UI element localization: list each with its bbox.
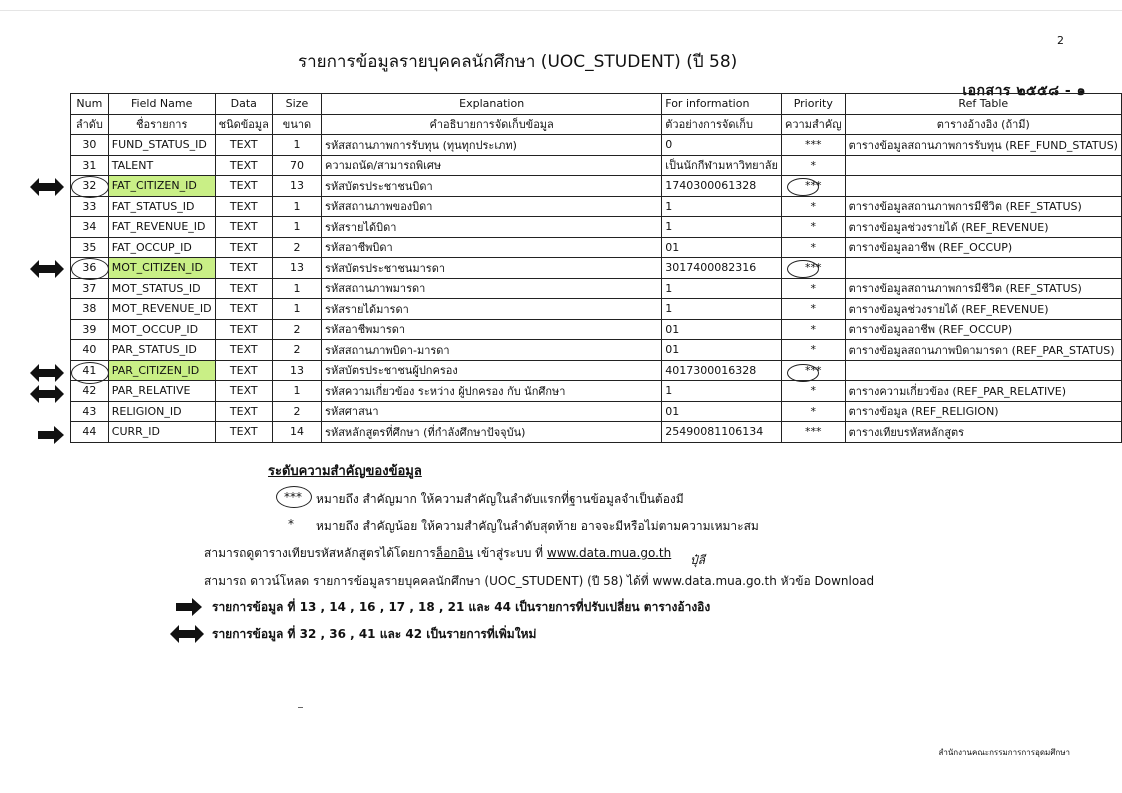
- cell-ref: ตารางข้อมูลสถานภาพการรับทุน (REF_FUND_STATUS): [845, 135, 1121, 156]
- page-title: รายการข้อมูลรายบุคคลนักศึกษา (UOC_STUDENT) (ปี 58): [298, 52, 738, 72]
- double-arrow-icon: [30, 258, 64, 280]
- site-url-link[interactable]: www.data.mua.go.th: [546, 546, 672, 560]
- cell-pri: ***: [781, 176, 845, 197]
- cell-type: TEXT: [215, 340, 272, 361]
- table-row: [71, 135, 1122, 156]
- login-note-text-2: เข้าสู่ระบบ ที่: [473, 546, 547, 560]
- cell-exp: รหัสบัตรประชาชนผู้ปกครอง: [322, 360, 662, 381]
- cell-type: TEXT: [215, 196, 272, 217]
- cell-exp: รหัสรายได้บิดา: [322, 217, 662, 238]
- cell-exp: รหัสรายได้มารดา: [322, 299, 662, 320]
- row-36-number-circle: [71, 258, 109, 280]
- cell-pri: *: [781, 299, 845, 320]
- cell-size: 13: [272, 360, 321, 381]
- cell-num: 38: [71, 299, 109, 320]
- cell-info: 01: [662, 340, 782, 361]
- header-row-en: [71, 94, 1122, 115]
- cell-pri: ***: [781, 422, 845, 443]
- col-num-header-th: ลำดับ: [71, 114, 109, 135]
- cell-ref: [845, 360, 1121, 381]
- table-row: [71, 401, 1122, 422]
- col-size-header-th: ขนาด: [272, 114, 321, 135]
- table-row: [71, 217, 1122, 238]
- cell-ref: [845, 176, 1121, 197]
- cell-num: 39: [71, 319, 109, 340]
- document-reference: เอกสาร ๒๕๕๘ - ๑: [962, 83, 1086, 99]
- cell-ref: ตารางเทียบรหัสหลักสูตร: [845, 422, 1121, 443]
- cell-size: 70: [272, 155, 321, 176]
- col-info-header-th: ตัวอย่างการจัดเก็บ: [662, 114, 782, 135]
- cell-size: 13: [272, 176, 321, 197]
- cell-pri: *: [781, 237, 845, 258]
- cell-info: 3017400082316: [662, 258, 782, 279]
- cell-type: TEXT: [215, 319, 272, 340]
- double-arrow-icon: [170, 623, 204, 645]
- table-row: [71, 196, 1122, 217]
- cell-size: 2: [272, 340, 321, 361]
- login-note: [204, 544, 671, 563]
- col-data-header-th: ชนิดข้อมูล: [215, 114, 272, 135]
- field-table: [70, 93, 1122, 443]
- login-link[interactable]: ล็อกอิน: [435, 546, 474, 560]
- cell-size: 2: [272, 401, 321, 422]
- cell-exp: รหัสสถานภาพการรับทุน (ทุนทุกประเภท): [322, 135, 662, 156]
- cell-field: RELIGION_ID: [108, 401, 215, 422]
- cell-size: 1: [272, 217, 321, 238]
- cell-type: TEXT: [215, 258, 272, 279]
- cell-info: 1740300061328: [662, 176, 782, 197]
- cell-field: FAT_REVENUE_ID: [108, 217, 215, 238]
- right-arrow-icon: [176, 596, 202, 618]
- cell-size: 1: [272, 278, 321, 299]
- cell-pri: *: [781, 278, 845, 299]
- cell-pri: ***: [781, 258, 845, 279]
- page-number: 2: [1057, 34, 1064, 47]
- cell-field: MOT_CITIZEN_ID: [108, 258, 215, 279]
- table-row: [71, 422, 1122, 443]
- cell-exp: รหัสศาสนา: [322, 401, 662, 422]
- notes-heading: ระดับความสำคัญของข้อมูล: [268, 464, 422, 479]
- cell-info: 1: [662, 299, 782, 320]
- col-info-header: For information: [662, 94, 782, 115]
- cell-type: TEXT: [215, 278, 272, 299]
- footer-org: สำนักงานคณะกรรมการการอุดมศึกษา: [938, 748, 1070, 757]
- legend-low-symbol: *: [288, 517, 294, 531]
- cell-exp: ความถนัด/สามารถพิเศษ: [322, 155, 662, 176]
- cell-num: 42: [71, 381, 109, 402]
- table-row: [71, 176, 1122, 197]
- cell-info: 1: [662, 381, 782, 402]
- cell-field: FUND_STATUS_ID: [108, 135, 215, 156]
- cell-ref: [845, 258, 1121, 279]
- cell-pri: ***: [781, 135, 845, 156]
- cell-exp: รหัสความเกี่ยวข้อง ระหว่าง ผู้ปกครอง กับ นักศึกษา: [322, 381, 662, 402]
- double-arrow-icon: [30, 362, 64, 384]
- cell-pri: *: [781, 381, 845, 402]
- cell-ref: ตารางข้อมูลสถานภาพการมีชีวิต (REF_STATUS): [845, 196, 1121, 217]
- changed-items-note: รายการข้อมูล ที่ 13 , 14 , 16 , 17 , 18 , 21 และ 44 เป็นรายการที่ปรับเปลี่ยน ตารางอ้างอิง: [212, 600, 711, 614]
- col-priority-header-th: ความสำคัญ: [781, 114, 845, 135]
- cell-info: 0: [662, 135, 782, 156]
- col-explanation-header: Explanation: [322, 94, 662, 115]
- cell-num: 31: [71, 155, 109, 176]
- col-data-header: Data: [215, 94, 272, 115]
- handwritten-signature: ปุ๋ลี: [690, 553, 705, 567]
- row-41-number-circle: [71, 362, 109, 384]
- cell-pri: ***: [781, 360, 845, 381]
- cell-exp: รหัสสถานภาพของบิดา: [322, 196, 662, 217]
- cell-pri: *: [781, 401, 845, 422]
- scan-edge: [0, 10, 1122, 11]
- cell-type: TEXT: [215, 135, 272, 156]
- cell-exp: รหัสอาชีพบิดา: [322, 237, 662, 258]
- cell-num: 40: [71, 340, 109, 361]
- cell-size: 1: [272, 299, 321, 320]
- cell-info: 4017300016328: [662, 360, 782, 381]
- row-36-priority-circle: [787, 260, 819, 278]
- right-arrow-icon: [38, 424, 64, 446]
- cell-size: 1: [272, 135, 321, 156]
- cell-num: 32: [71, 176, 109, 197]
- cell-field: TALENT: [108, 155, 215, 176]
- cell-num: 44: [71, 422, 109, 443]
- cell-type: TEXT: [215, 155, 272, 176]
- cell-size: 1: [272, 196, 321, 217]
- cell-ref: [845, 155, 1121, 176]
- cell-size: 2: [272, 237, 321, 258]
- cell-num: 33: [71, 196, 109, 217]
- cell-info: 1: [662, 278, 782, 299]
- cell-ref: ตารางข้อมูลสถานภาพการมีชีวิต (REF_STATUS): [845, 278, 1121, 299]
- table-row: [71, 278, 1122, 299]
- cell-pri: *: [781, 319, 845, 340]
- cell-field: CURR_ID: [108, 422, 215, 443]
- header-row-th: [71, 114, 1122, 135]
- download-note: สามารถ ดาวน์โหลด รายการข้อมูลรายบุคคลนักศึกษา (UOC_STUDENT) (ปี 58) ได้ที่ www.data.mua.go.th หัวข้อ Download: [204, 574, 875, 588]
- cell-type: TEXT: [215, 360, 272, 381]
- cell-info: 1: [662, 217, 782, 238]
- cell-field: FAT_STATUS_ID: [108, 196, 215, 217]
- legend-low-text: หมายถึง สำคัญน้อย ให้ความสำคัญในลำดับสุดท้าย อาจจะมีหรือไม่ตามความเหมาะสม: [316, 519, 759, 533]
- table-row: [71, 319, 1122, 340]
- cell-info: 01: [662, 319, 782, 340]
- cell-field: FAT_CITIZEN_ID: [108, 176, 215, 197]
- cell-num: 36: [71, 258, 109, 279]
- legend-high-text: หมายถึง สำคัญมาก ให้ความสำคัญในลำดับแรกที่ฐานข้อมูลจำเป็นต้องมี: [316, 492, 684, 506]
- cell-num: 41: [71, 360, 109, 381]
- row-41-priority-circle: [787, 364, 819, 382]
- cell-field: PAR_STATUS_ID: [108, 340, 215, 361]
- cell-size: 13: [272, 258, 321, 279]
- cell-size: 14: [272, 422, 321, 443]
- cell-info: 01: [662, 401, 782, 422]
- row-32-number-circle: [71, 176, 109, 198]
- cell-ref: ตารางข้อมูลอาชีพ (REF_OCCUP): [845, 319, 1121, 340]
- col-explanation-header-th: คำอธิบายการจัดเก็บข้อมูล: [322, 114, 662, 135]
- cell-type: TEXT: [215, 422, 272, 443]
- cell-exp: รหัสอาชีพมารดา: [322, 319, 662, 340]
- cell-info: 25490081106134: [662, 422, 782, 443]
- cell-ref: ตารางข้อมูลอาชีพ (REF_OCCUP): [845, 237, 1121, 258]
- cell-size: 2: [272, 319, 321, 340]
- cell-exp: รหัสบัตรประชาชนมารดา: [322, 258, 662, 279]
- cell-info: 01: [662, 237, 782, 258]
- col-priority-header: Priority: [781, 94, 845, 115]
- cell-info: 1: [662, 196, 782, 217]
- cell-ref: ตารางข้อมูลช่วงรายได้ (REF_REVENUE): [845, 217, 1121, 238]
- added-items-note: รายการข้อมูล ที่ 32 , 36 , 41 และ 42 เป็นรายการที่เพิ่มใหม่: [212, 627, 537, 641]
- col-size-header: Size: [272, 94, 321, 115]
- table-row: [71, 299, 1122, 320]
- scan-mark: [298, 707, 303, 708]
- cell-pri: *: [781, 196, 845, 217]
- cell-ref: ตารางข้อมูลช่วงรายได้ (REF_REVENUE): [845, 299, 1121, 320]
- cell-field: PAR_RELATIVE: [108, 381, 215, 402]
- cell-exp: รหัสสถานภาพมารดา: [322, 278, 662, 299]
- col-ref-header-th: ตารางอ้างอิง (ถ้ามี): [845, 114, 1121, 135]
- cell-ref: ตารางข้อมูลสถานภาพบิดามารดา (REF_PAR_STATUS): [845, 340, 1121, 361]
- cell-exp: รหัสสถานภาพบิดา-มารดา: [322, 340, 662, 361]
- cell-size: 1: [272, 381, 321, 402]
- cell-field: MOT_STATUS_ID: [108, 278, 215, 299]
- cell-exp: รหัสบัตรประชาชนบิดา: [322, 176, 662, 197]
- cell-num: 34: [71, 217, 109, 238]
- cell-ref: ตารางความเกี่ยวข้อง (REF_PAR_RELATIVE): [845, 381, 1121, 402]
- col-ref-header: Ref Table: [845, 94, 1121, 115]
- table-row: [71, 381, 1122, 402]
- col-field-header: Field Name: [108, 94, 215, 115]
- row-32-priority-circle: [787, 178, 819, 196]
- cell-field: PAR_CITIZEN_ID: [108, 360, 215, 381]
- cell-num: 30: [71, 135, 109, 156]
- table-row: [71, 155, 1122, 176]
- cell-field: MOT_REVENUE_ID: [108, 299, 215, 320]
- double-arrow-icon: [30, 176, 64, 198]
- cell-type: TEXT: [215, 381, 272, 402]
- legend-high-symbol: ***: [284, 490, 302, 504]
- cell-field: MOT_OCCUP_ID: [108, 319, 215, 340]
- double-arrow-icon: [30, 383, 64, 405]
- login-note-text: สามารถดูตารางเทียบรหัสหลักสูตรได้โดยการ: [204, 546, 436, 560]
- cell-type: TEXT: [215, 299, 272, 320]
- cell-pri: *: [781, 340, 845, 361]
- cell-type: TEXT: [215, 176, 272, 197]
- cell-num: 35: [71, 237, 109, 258]
- cell-type: TEXT: [215, 217, 272, 238]
- cell-field: FAT_OCCUP_ID: [108, 237, 215, 258]
- cell-num: 43: [71, 401, 109, 422]
- table-row: [71, 340, 1122, 361]
- table-row: [71, 237, 1122, 258]
- table-row: [71, 258, 1122, 279]
- col-num-header: Num: [71, 94, 109, 115]
- cell-pri: *: [781, 155, 845, 176]
- cell-num: 37: [71, 278, 109, 299]
- cell-type: TEXT: [215, 401, 272, 422]
- cell-type: TEXT: [215, 237, 272, 258]
- cell-ref: ตารางข้อมูล (REF_RELIGION): [845, 401, 1121, 422]
- col-field-header-th: ชื่อรายการ: [108, 114, 215, 135]
- table-row: [71, 360, 1122, 381]
- cell-exp: รหัสหลักสูตรที่ศึกษา (ที่กำลังศึกษาปัจจุบัน): [322, 422, 662, 443]
- cell-pri: *: [781, 217, 845, 238]
- cell-info: เป็นนักกีฬามหาวิทยาลัย: [662, 155, 782, 176]
